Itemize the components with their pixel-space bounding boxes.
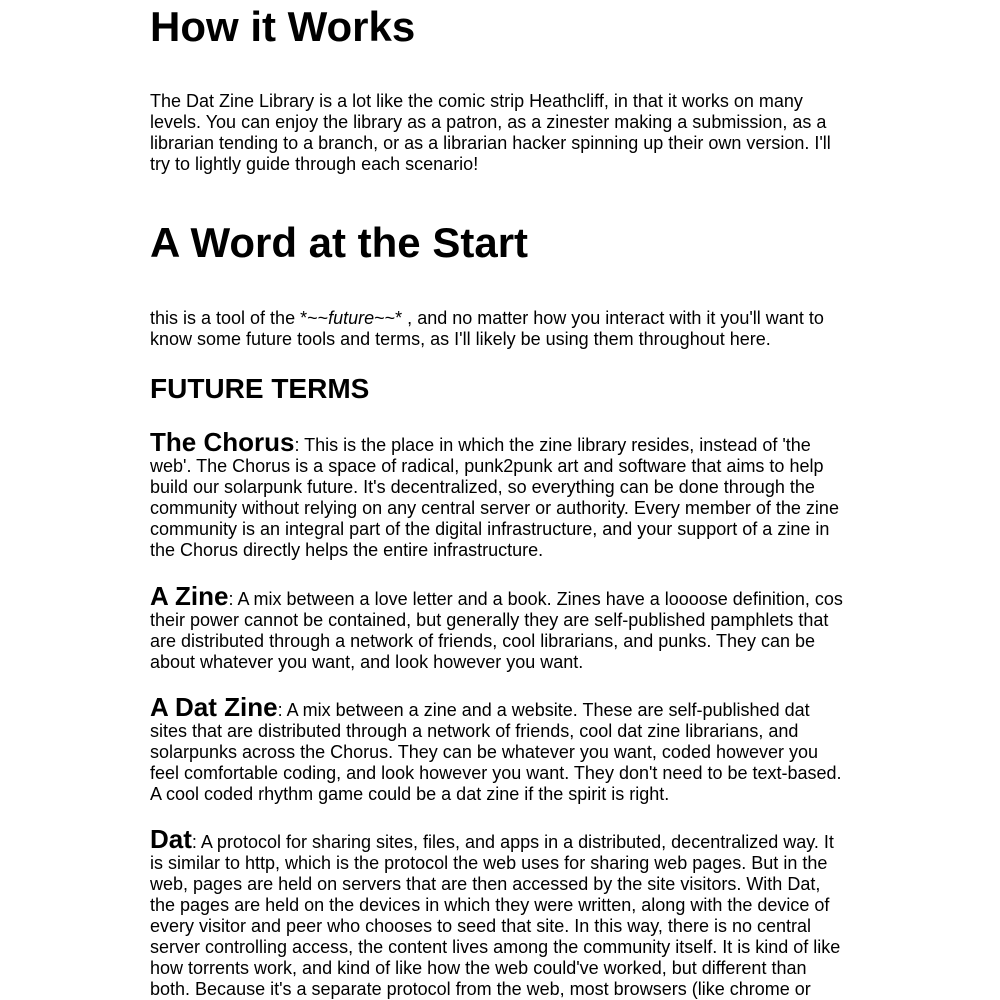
how-it-works-heading: How it Works bbox=[150, 3, 416, 50]
term-a-zine bbox=[150, 581, 850, 673]
future-emphasis: future bbox=[328, 308, 375, 328]
word-at-start-paragraph bbox=[150, 308, 850, 350]
term-dat bbox=[150, 824, 850, 1000]
future-terms-heading: FUTURE TERMS bbox=[150, 373, 370, 404]
term-title: A Zine bbox=[150, 581, 229, 611]
term-title: The Chorus bbox=[150, 427, 295, 457]
term-the-chorus bbox=[150, 427, 850, 561]
word-at-start-text-after: ~~* , and no matter how you interact with it you'll want to know some future tools and terms, as I'll likely be using them throughout here. bbox=[150, 308, 824, 349]
word-at-start-heading: A Word at the Start bbox=[150, 219, 529, 266]
term-definition: : A protocol for sharing sites, files, and apps in a distributed, decentralized way. It is similar to http, which is the protocol the web uses for sharing web pages. But in the web, pages are held on servers that are then accessed by the site visitors. With Dat, the pages are held on the devices in which they were written, along with the device of every visitor and peer who chooses to seed that site. In this way, there is no central server controlling access, the content lives among the community itself. It is kind of like how torrents work, and kind of like how the web could've worked, but different than both. Because it's a separate protocol from the web, most browsers (like chrome or bbox=[150, 832, 841, 999]
term-definition: : A mix between a love letter and a book. Zines have a loooose definition, cos their power cannot be contained, but generally they are self-published pamphlets that are distributed through a network of friends, cool librarians, and punks. They can be about whatever you want, and look however you want. bbox=[150, 589, 843, 672]
term-title: A Dat Zine bbox=[150, 692, 278, 722]
term-definition: : A mix between a zine and a website. These are self-published dat sites that are distributed through a network of friends, cool dat zine librarians, and solarpunks across the Chorus. They can be whatever you want, coded however you feel comfortable coding, and look however you want. They don't need to be text-based. A cool coded rhythm game could be a dat zine if the spirit is right. bbox=[150, 700, 842, 804]
word-at-start-text-before: this is a tool of the *~~ bbox=[150, 308, 329, 328]
term-a-dat-zine bbox=[150, 692, 850, 805]
term-definition: : This is the place in which the zine library resides, instead of 'the web'. The Chorus is a space of radical, punk2punk art and software that aims to help build our solarpunk future. It's decentralized, so everything can be done through the community without relying on any central server or authority. Every member of the zine community is an integral part of the digital infrastructure, and your support of a zine in the Chorus directly helps the entire infrastructure. bbox=[150, 435, 839, 560]
intro-paragraph: The Dat Zine Library is a lot like the comic strip Heathcliff, in that it works on many levels. You can enjoy the library as a patron, as a zinester making a submission, as a librarian tending to a branch, or as a librarian hacker spinning up their own version. I'll try to lightly guide through each scenario! bbox=[150, 91, 831, 174]
term-title: Dat bbox=[150, 824, 192, 854]
